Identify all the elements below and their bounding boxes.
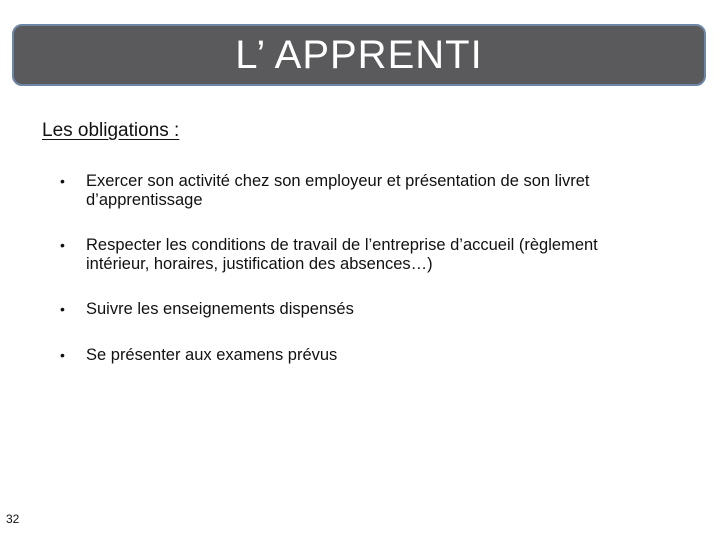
bullet-icon: • (60, 301, 65, 317)
list-item (60, 172, 660, 210)
list-item-text: Se présenter aux examens prévus (86, 346, 338, 364)
bullet-icon: • (60, 173, 65, 189)
bullet-icon: • (60, 347, 65, 363)
list-item (60, 300, 660, 319)
list-item-text: Exercer son activité chez son employeur et présentation de son livret d’apprentissage (86, 172, 590, 209)
section-heading: Les obligations : (42, 120, 180, 141)
list-item-text: Suivre les enseignements dispensés (86, 300, 354, 318)
slide-title: L’ APPRENTI (235, 33, 483, 77)
list-item-text: Respecter les conditions de travail de l’entreprise d’accueil (règlement intérieur, horaires, justification des absences…) (86, 236, 598, 273)
page-number: 32 (6, 512, 20, 526)
list-item (60, 346, 660, 365)
bullet-icon: • (60, 237, 65, 253)
title-banner (12, 24, 706, 86)
list-item (60, 236, 660, 274)
